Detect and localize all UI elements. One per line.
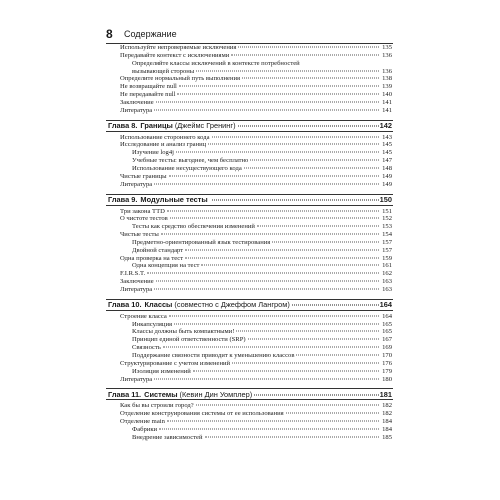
entry-text: Определите нормальный путь выполнения — [120, 75, 241, 83]
chapter-number: Глава 10. — [108, 300, 142, 310]
entry-page: 136 — [382, 67, 392, 75]
dot-leader — [196, 70, 379, 71]
entry-page: 157 — [382, 238, 392, 246]
dot-leader — [254, 394, 379, 395]
entry-text: Не передавайте null — [120, 91, 176, 99]
dot-leader — [147, 273, 379, 274]
entry-page: 147 — [382, 157, 392, 165]
page-header — [106, 27, 393, 43]
entry-text: Литература — [120, 180, 153, 188]
entry-page: 153 — [382, 223, 392, 231]
dot-leader — [169, 175, 379, 176]
chapter-heading[interactable] — [106, 117, 393, 132]
entry-page: 157 — [382, 246, 392, 254]
dot-leader — [159, 428, 379, 429]
entry-page: 169 — [382, 344, 392, 352]
chapter-authors: (Кевин Дин Уомплер) — [179, 389, 253, 399]
dot-leader — [167, 210, 379, 211]
entry-text: Поддержание связности приводит к уменьшению классов — [132, 352, 295, 359]
chapter-page: 181 — [379, 389, 392, 399]
entry-text: Инкапсуляция — [132, 320, 173, 328]
entry-text: Строение класса — [120, 312, 167, 320]
entry-text: Отделение main — [120, 418, 165, 426]
chapter-number: Глава 8. — [108, 121, 138, 131]
entry-text: F.I.R.S.T. — [120, 270, 146, 278]
chapter-authors: (совместно с Джеффом Лангром) — [174, 300, 290, 310]
entry-text: Двойной стандарт — [132, 246, 184, 254]
entry-page: 165 — [382, 320, 392, 328]
dot-leader — [205, 436, 379, 437]
page-number: 8 — [106, 27, 113, 41]
dot-leader — [201, 265, 379, 266]
entry-text: Принцип единой ответственности (SRP) — [132, 336, 246, 344]
entry-text: Чистые тесты — [120, 231, 159, 239]
chapter-page: 164 — [379, 300, 392, 310]
chapter-number: Глава 9. — [108, 195, 138, 204]
chapter-title: Модульные тесты — [140, 195, 208, 204]
dot-leader — [154, 378, 379, 379]
entry-page: 140 — [382, 91, 392, 99]
entry-page: 141 — [382, 98, 392, 106]
chapter-heading[interactable] — [106, 385, 393, 400]
entry-text: Одна проверка на тест — [120, 254, 184, 262]
entry-text: Как бы вы строили город? — [120, 402, 194, 410]
entry-text: Не возвращайте null — [120, 83, 177, 91]
dot-leader — [185, 257, 379, 258]
entry-text: Заключение — [120, 278, 154, 286]
entry-text: Учебные тесты: выгоднее, чем бесплатно — [132, 157, 249, 165]
entry-page: 176 — [382, 359, 392, 367]
entry-text: Литература — [120, 375, 153, 383]
dot-leader — [176, 152, 379, 153]
entry-text: Классы должны быть компактными! — [132, 328, 235, 336]
entry-page: 164 — [382, 312, 392, 320]
entry-text: Использование стороннего кода — [120, 133, 210, 141]
entry-page: 180 — [382, 375, 392, 383]
entry-text: Литература — [120, 285, 153, 293]
entry-page: 145 — [382, 149, 392, 157]
dot-leader — [196, 405, 379, 406]
entry-text: Изучение log4j — [132, 149, 174, 157]
entry-page: 179 — [382, 367, 392, 375]
entry-page: 141 — [382, 106, 392, 114]
entry-text: Структурирование с учетом изменений — [120, 359, 231, 367]
entry-page: 143 — [382, 133, 392, 141]
entry-text: Используйте непроверяемые исключения — [120, 44, 237, 51]
entry-page: 136 — [382, 51, 392, 59]
chapter-authors: (Джеймс Гренинг) — [174, 121, 236, 131]
dot-leader — [257, 226, 379, 227]
dot-leader — [231, 54, 379, 55]
entry-page: 184 — [382, 418, 392, 426]
entry-page: 138 — [382, 75, 392, 83]
dot-leader — [292, 305, 379, 306]
entry-page: 152 — [382, 215, 392, 223]
chapter-heading[interactable] — [106, 296, 393, 311]
entry-text: Внедрение зависимостей — [132, 433, 203, 441]
entry-text: Отделение конструирования системы от ее использования — [120, 410, 284, 418]
entry-text: Чистые границы — [120, 172, 167, 180]
entry-page: 151 — [382, 207, 392, 215]
dot-leader — [170, 218, 379, 219]
dot-leader — [156, 101, 379, 102]
chapter-title: Границы — [140, 121, 173, 131]
entry-text: Исследование и анализ границ — [120, 141, 207, 149]
entry-page: 161 — [382, 262, 392, 270]
toc-entry[interactable] — [106, 182, 393, 190]
entry-page: 170 — [382, 352, 392, 359]
chapter-number: Глава 11. — [108, 389, 142, 399]
dot-leader — [179, 86, 379, 87]
entry-text: Три закона TTD — [120, 207, 165, 215]
entry-text: Предметно-ориентированный язык тестирования — [132, 238, 271, 246]
entry-page: 135 — [382, 44, 392, 51]
toc-entry[interactable] — [106, 377, 393, 385]
dot-leader — [238, 126, 379, 127]
dot-leader — [167, 421, 379, 422]
entry-page: 159 — [382, 254, 392, 262]
dot-leader — [177, 94, 379, 95]
table-of-contents — [106, 45, 393, 443]
dot-leader — [296, 355, 379, 356]
entry-page: 162 — [382, 270, 392, 278]
dot-leader — [193, 370, 379, 371]
entry-page: 182 — [382, 402, 392, 410]
entry-text: Изоляция изменений — [132, 367, 191, 375]
entry-page: 163 — [382, 285, 392, 293]
entry-text: Связность — [132, 344, 161, 352]
chapter-title: Классы — [144, 300, 173, 310]
dot-leader — [212, 200, 379, 201]
chapter-heading[interactable] — [106, 191, 393, 206]
entry-text: Передавайте контекст с исключениями — [120, 51, 230, 59]
entry-page: 149 — [382, 172, 392, 180]
dot-leader — [236, 331, 379, 332]
running-title: Содержание — [124, 29, 177, 39]
dot-leader — [208, 144, 379, 145]
dot-leader — [248, 339, 379, 340]
entry-text: Заключение — [120, 98, 154, 106]
dot-leader — [154, 109, 379, 110]
chapter-page: 142 — [379, 121, 392, 131]
entry-page: 165 — [382, 328, 392, 336]
entry-page: 145 — [382, 141, 392, 149]
dot-leader — [169, 315, 379, 316]
dot-leader — [212, 136, 379, 137]
entry-page: 154 — [382, 231, 392, 239]
entry-text: вызывающей стороны — [132, 67, 195, 75]
toc-entry[interactable] — [106, 287, 393, 295]
entry-page: 167 — [382, 336, 392, 344]
entry-page: 185 — [382, 433, 392, 441]
entry-page: 149 — [382, 180, 392, 188]
entry-page: 184 — [382, 425, 392, 433]
dot-leader — [185, 249, 379, 250]
entry-text: Литература — [120, 106, 153, 114]
chapter-page: 150 — [379, 195, 392, 204]
entry-text: Определяйте классы исключений в контексте потребностей — [132, 59, 300, 67]
entry-page: 182 — [382, 410, 392, 418]
dot-leader — [250, 160, 379, 161]
chapter-title: Системы — [144, 389, 178, 399]
dot-leader — [161, 234, 379, 235]
dot-leader — [154, 288, 379, 289]
toc-subentry[interactable] — [106, 435, 393, 443]
dot-leader — [163, 347, 379, 348]
dot-leader — [232, 362, 379, 363]
dot-leader — [156, 281, 379, 282]
entry-text: Фабрики — [132, 425, 158, 433]
dot-leader — [174, 323, 379, 324]
entry-text: Тесты как средство обеспечения изменений — [132, 223, 255, 231]
dot-leader — [286, 413, 379, 414]
toc-entry[interactable] — [106, 108, 393, 116]
dot-leader — [154, 183, 379, 184]
dot-leader — [272, 241, 379, 242]
entry-text: Одна концепция на тест — [132, 262, 200, 270]
entry-page: 139 — [382, 83, 392, 91]
dot-leader — [238, 47, 379, 48]
entry-text: О чистоте тестов — [120, 215, 168, 223]
dot-leader — [242, 78, 379, 79]
entry-text: Использование несуществующего кода — [132, 164, 242, 172]
dot-leader — [244, 167, 379, 168]
entry-page: 148 — [382, 164, 392, 172]
entry-page: 163 — [382, 278, 392, 286]
